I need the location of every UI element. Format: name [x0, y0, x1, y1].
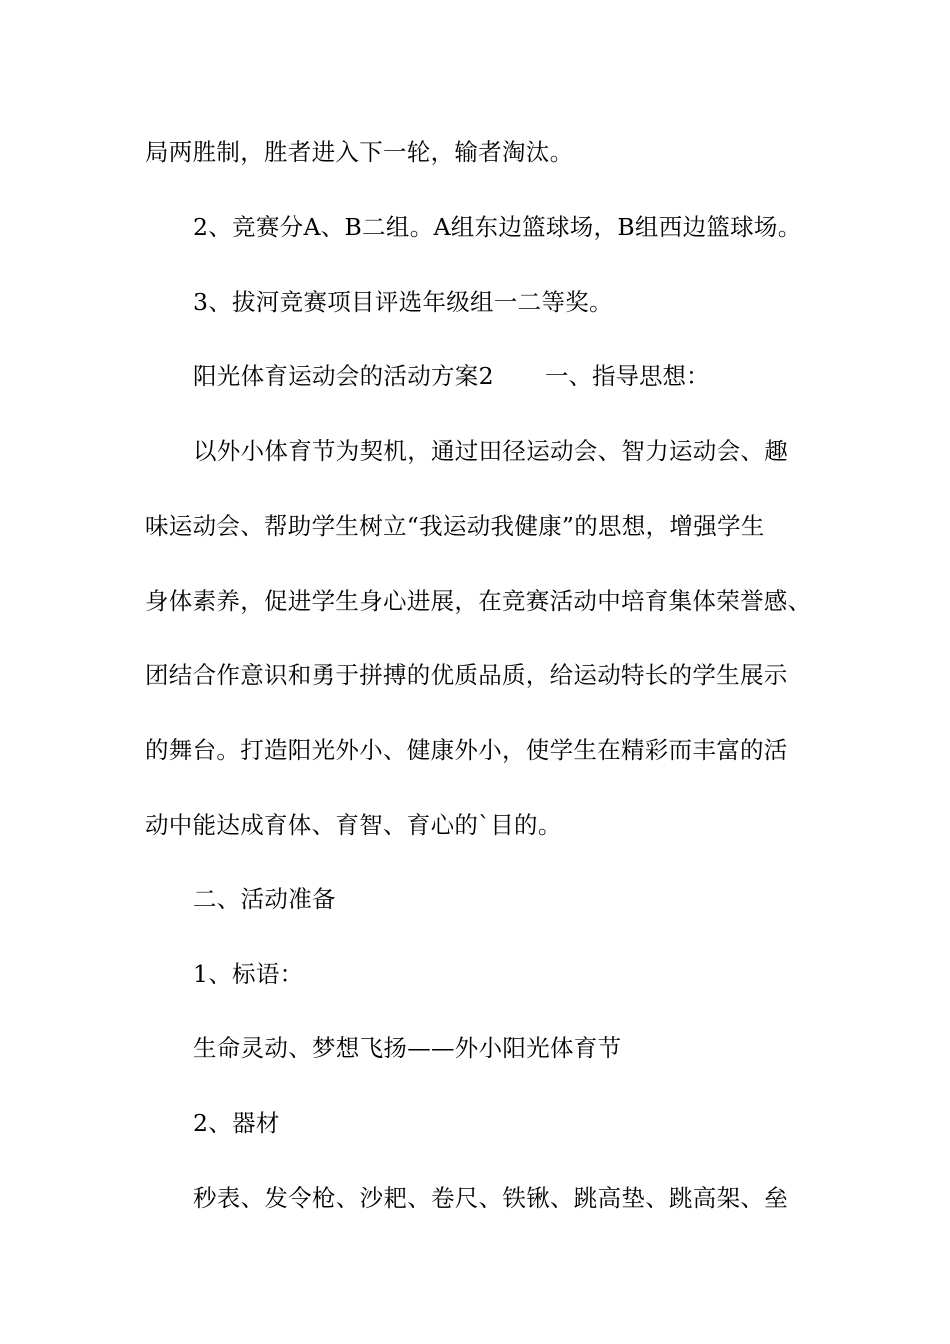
section-heading: 一、指导思想： [545, 362, 710, 390]
paragraph-line: 动中能达成育体、育智、育心的`目的。 [145, 811, 562, 839]
paragraph-line: 味运动会、帮助学生树立“我运动我健康”的思想，增强学生 [145, 512, 765, 540]
paragraph-line: 以外小体育节为契机，通过田径运动会、智力运动会、趣 [193, 437, 788, 465]
paragraph-line: 团结合作意识和勇于拼搏的优质品质，给运动特长的学生展示 [145, 661, 788, 689]
subheading: 2、器材 [193, 1109, 280, 1137]
subheading: 1、标语： [193, 960, 304, 988]
paragraph-line: 身体素养，促进学生身心进展，在竞赛活动中培育集体荣誉感、 [145, 587, 812, 615]
section-title: 阳光体育运动会的活动方案2 [193, 362, 494, 390]
paragraph-line: 秒表、发令枪、沙耙、卷尺、铁锹、跳高垫、跳高架、垒 [193, 1184, 788, 1212]
slogan-line: 生命灵动、梦想飞扬——外小阳光体育节 [193, 1034, 622, 1062]
paragraph-line: 局两胜制，胜者进入下一轮，输者淘汰。 [145, 138, 574, 166]
paragraph-line: 的舞台。打造阳光外小、健康外小，使学生在精彩而丰富的活 [145, 736, 788, 764]
section-heading: 二、活动准备 [193, 885, 336, 913]
paragraph-line: 2、竞赛分A、B二组。A组东边篮球场，B组西边篮球场。 [193, 213, 802, 241]
paragraph-line: 3、拔河竞赛项目评选年级组一二等奖。 [193, 288, 613, 316]
